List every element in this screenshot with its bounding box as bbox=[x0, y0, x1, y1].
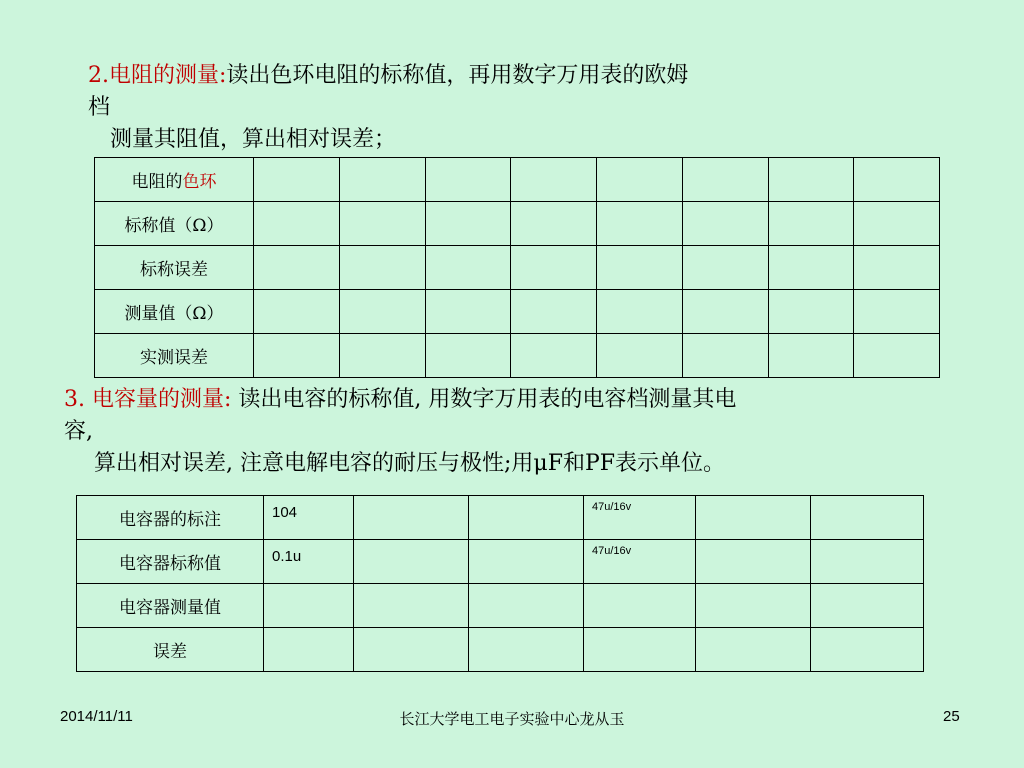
table-row bbox=[77, 628, 924, 672]
table-row bbox=[95, 290, 940, 334]
cell-marking-1: 104 bbox=[264, 496, 354, 540]
cell bbox=[597, 246, 683, 290]
cell bbox=[682, 334, 768, 378]
section-3-text bbox=[64, 384, 944, 480]
cell bbox=[425, 202, 511, 246]
cell bbox=[768, 158, 854, 202]
cell bbox=[511, 158, 597, 202]
cell bbox=[425, 158, 511, 202]
section-3-title: 3. 电容量的测量: bbox=[64, 387, 232, 412]
cell bbox=[511, 290, 597, 334]
cell bbox=[696, 496, 811, 540]
footer-date: 2014/11/11 bbox=[60, 708, 133, 725]
table-row bbox=[77, 584, 924, 628]
cell bbox=[264, 584, 354, 628]
cell bbox=[254, 290, 340, 334]
cell bbox=[854, 202, 940, 246]
cell bbox=[811, 540, 924, 584]
cell-nominal-1: 0.1u bbox=[264, 540, 354, 584]
resistor-table bbox=[94, 157, 940, 378]
footer-page-number: 25 bbox=[943, 708, 960, 725]
section-2-title: 2.电阻的测量: bbox=[88, 63, 227, 88]
section-2-line1: 读出色环电阻的标称值，再用数字万用表的欧姆 bbox=[226, 63, 689, 88]
cell bbox=[254, 158, 340, 202]
cell bbox=[511, 246, 597, 290]
cell bbox=[854, 290, 940, 334]
cell bbox=[584, 584, 696, 628]
cell bbox=[768, 290, 854, 334]
cell bbox=[811, 496, 924, 540]
cell bbox=[339, 246, 425, 290]
section-2-line3: 测量其阻值，算出相对误差； bbox=[110, 127, 397, 152]
cell bbox=[354, 584, 469, 628]
cell bbox=[354, 540, 469, 584]
cell bbox=[264, 628, 354, 672]
cell bbox=[339, 290, 425, 334]
cell bbox=[597, 290, 683, 334]
cell bbox=[469, 584, 584, 628]
row-label-measured: 电容器测量值 bbox=[77, 584, 264, 628]
cell bbox=[811, 628, 924, 672]
cell-nominal-4: 47u/16v bbox=[584, 540, 696, 584]
row-label-nominal: 电容器标称值 bbox=[77, 540, 264, 584]
cell bbox=[339, 334, 425, 378]
cell bbox=[597, 158, 683, 202]
cell bbox=[469, 540, 584, 584]
row-label-color-ring bbox=[95, 158, 254, 202]
cell bbox=[811, 584, 924, 628]
cell bbox=[339, 202, 425, 246]
cell bbox=[254, 202, 340, 246]
table-row bbox=[95, 334, 940, 378]
cell bbox=[696, 540, 811, 584]
cell bbox=[425, 290, 511, 334]
table-row bbox=[95, 158, 940, 202]
cell bbox=[682, 158, 768, 202]
row-label-nominal-error: 标称误差 bbox=[95, 246, 254, 290]
cell bbox=[254, 246, 340, 290]
cell bbox=[584, 628, 696, 672]
row-label-measured-error: 实测误差 bbox=[95, 334, 254, 378]
row-label-highlight: 色环 bbox=[182, 172, 217, 192]
cell bbox=[469, 628, 584, 672]
cell bbox=[469, 496, 584, 540]
cell bbox=[854, 334, 940, 378]
table-row bbox=[95, 202, 940, 246]
footer-organization: 长江大学电工电子实验中心龙从玉 bbox=[399, 710, 625, 728]
row-label-error: 误差 bbox=[77, 628, 264, 672]
section-3-line2: 容, bbox=[64, 419, 93, 444]
cell bbox=[597, 202, 683, 246]
cell bbox=[768, 246, 854, 290]
row-label-marking: 电容器的标注 bbox=[77, 496, 264, 540]
row-label-measured-value: 测量值（Ω） bbox=[95, 290, 254, 334]
capacitor-table bbox=[76, 495, 924, 672]
cell bbox=[339, 158, 425, 202]
cell bbox=[854, 246, 940, 290]
cell bbox=[354, 628, 469, 672]
cell bbox=[696, 584, 811, 628]
cell bbox=[854, 158, 940, 202]
table-row bbox=[77, 540, 924, 584]
section-3-line1: 读出电容的标称值, 用数字万用表的电容档测量其电 bbox=[231, 387, 737, 412]
cell bbox=[682, 202, 768, 246]
cell bbox=[682, 290, 768, 334]
table-row bbox=[77, 496, 924, 540]
cell bbox=[511, 202, 597, 246]
cell bbox=[768, 202, 854, 246]
row-label-prefix: 电阻的 bbox=[131, 172, 183, 192]
cell bbox=[768, 334, 854, 378]
table-row bbox=[95, 246, 940, 290]
cell bbox=[597, 334, 683, 378]
cell bbox=[425, 246, 511, 290]
cell bbox=[354, 496, 469, 540]
cell bbox=[696, 628, 811, 672]
cell bbox=[425, 334, 511, 378]
cell bbox=[254, 334, 340, 378]
cell-marking-4: 47u/16v bbox=[584, 496, 696, 540]
section-3-line3: 算出相对误差, 注意电解电容的耐压与极性;用μF和PF表示单位。 bbox=[94, 451, 726, 476]
row-label-nominal-value: 标称值（Ω） bbox=[95, 202, 254, 246]
cell bbox=[682, 246, 768, 290]
cell bbox=[511, 334, 597, 378]
section-2-line2: 档 bbox=[88, 95, 111, 120]
section-2-text bbox=[88, 60, 888, 156]
